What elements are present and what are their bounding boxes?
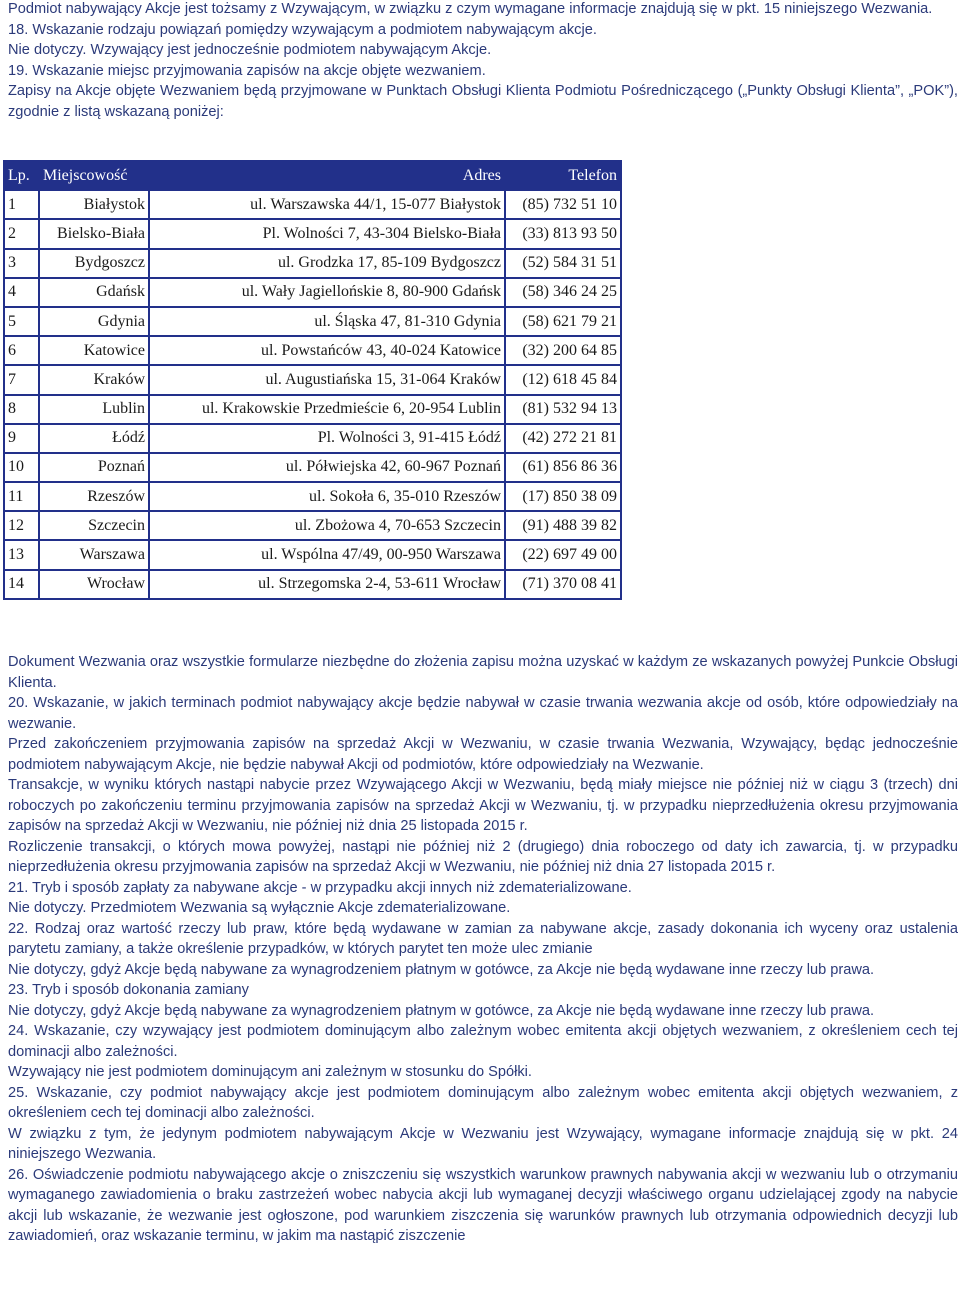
cell-city: Bielsko-Biała (39, 219, 149, 248)
cell-phone: (58) 346 24 25 (505, 278, 621, 307)
cell-lp: 9 (4, 424, 39, 453)
column-header-address: Adres (149, 161, 505, 190)
table-header-row (4, 161, 621, 190)
cell-lp: 11 (4, 482, 39, 511)
table-row (4, 540, 621, 569)
paragraph: Transakcje, w wyniku których nastąpi nabycie przez Wzywającego Akcji w Wezwaniu, będą miały miejsce nie później niż w ciągu 3 (trzech) dni roboczych po zakończeniu terminu przyjmowania zapisów na sprzedaż Akcji w Wezwaniu, tj. w przypadku nieprzedłużenia okresu przyjmowania zapisów na sprzedaż Akcji w Wezwaniu, nie później niż dnia 25 listopada 2015 r. (8, 777, 958, 834)
cell-phone: (58) 621 79 21 (505, 307, 621, 336)
cell-lp: 7 (4, 365, 39, 394)
cell-address: ul. Wały Jagiellońskie 8, 80-900 Gdańsk (149, 278, 505, 307)
cell-address: Pl. Wolności 7, 43-304 Bielsko-Biała (149, 219, 505, 248)
cell-lp: 8 (4, 395, 39, 424)
section-heading-18: 18. Wskazanie rodzaju powiązań pomiędzy wzywającym a podmiotem nabywającym akcje. (8, 21, 597, 38)
table-row (4, 365, 621, 394)
cell-lp: 3 (4, 249, 39, 278)
body-text (8, 652, 958, 1247)
paragraph: Podmiot nabywający Akcje jest tożsamy z Wzywającym, w związku z czym wymagane informacje znajdują się w pkt. 15 niniejszego Wezwania. (8, 1, 933, 17)
cell-address: ul. Strzegomska 2-4, 53-611 Wrocław (149, 570, 505, 599)
cell-lp: 10 (4, 453, 39, 482)
cell-address: ul. Zbożowa 4, 70-653 Szczecin (149, 511, 505, 540)
cell-address: ul. Warszawska 44/1, 15-077 Białystok (149, 190, 505, 219)
cell-city: Łódź (39, 424, 149, 453)
cell-lp: 6 (4, 336, 39, 365)
cell-city: Katowice (39, 336, 149, 365)
section-heading-19: 19. Wskazanie miejsc przyjmowania zapisów na akcje objęte wezwaniem. (8, 62, 486, 79)
table-row (4, 511, 621, 540)
cell-city: Kraków (39, 365, 149, 394)
cell-phone: (22) 697 49 00 (505, 540, 621, 569)
cell-city: Gdynia (39, 307, 149, 336)
table-row (4, 307, 621, 336)
paragraph: Rozliczenie transakcji, o których mowa powyżej, nastąpi nie później niż 2 (drugiego) dnia roboczego od daty ich zawarcia, tj. w przypadku nieprzedłużenia okresu przyjmowania zapisów na sprzedaż Akcji w Wezwaniu, nie później niż dnia 27 listopada 2015 r. (8, 838, 958, 875)
cell-lp: 1 (4, 190, 39, 219)
paragraph: Wzywający nie jest podmiotem dominującym ani zależnym w stosunku do Spółki. (8, 1064, 532, 1080)
cell-phone: (12) 618 45 84 (505, 365, 621, 394)
paragraph: Przed zakończeniem przyjmowania zapisów na sprzedaż Akcji w Wezwaniu, w czasie trwania Wezwania, Wzywający, będąc jednocześnie podmiotem nabywającym Akcje, nie będzie nabywał Akcji od podmiotów, które odpowiedziały na Wezwanie. (8, 736, 958, 773)
cell-lp: 12 (4, 511, 39, 540)
cell-city: Lublin (39, 395, 149, 424)
cell-address: ul. Wspólna 47/49, 00-950 Warszawa (149, 540, 505, 569)
paragraph: Dokument Wezwania oraz wszystkie formularze niezbędne do złożenia zapisu można uzyskać w każdym ze wskazanych powyżej Punkcie Obsługi Klienta. (8, 654, 958, 691)
intro-text (8, 0, 958, 122)
paragraph: Nie dotyczy. Wzywający jest jednocześnie podmiotem nabywającym Akcje. (8, 42, 492, 58)
paragraph: W związku z tym, że jedynym podmiotem nabywającym Akcje w Wezwaniu jest Wzywający, wymagane informacje znajdują się w pkt. 24 niniejszego Wezwania. (8, 1125, 958, 1162)
cell-address: ul. Grodzka 17, 85-109 Bydgoszcz (149, 249, 505, 278)
cell-lp: 4 (4, 278, 39, 307)
table-row (4, 249, 621, 278)
cell-address: ul. Sokoła 6, 35-010 Rzeszów (149, 482, 505, 511)
table-row (4, 336, 621, 365)
table-row (4, 570, 621, 599)
cell-phone: (81) 532 94 13 (505, 395, 621, 424)
table-row (4, 395, 621, 424)
section-heading-20: 20. Wskazanie, w jakich terminach podmiot nabywający akcje będzie nabywał w czasie trwania wezwania akcje od osób, które odpowiedziały na wezwanie. (8, 695, 958, 732)
cell-city: Białystok (39, 190, 149, 219)
cell-phone: (85) 732 51 10 (505, 190, 621, 219)
paragraph: Nie dotyczy, gdyż Akcje będą nabywane za wynagrodzeniem płatnym w gotówce, za Akcje nie będą wydawane inne rzeczy lub prawa. (8, 1002, 875, 1019)
cell-city: Wrocław (39, 570, 149, 599)
cell-address: ul. Półwiejska 42, 60-967 Poznań (149, 453, 505, 482)
paragraph: Nie dotyczy, gdyż Akcje będą nabywane za wynagrodzeniem płatnym w gotówce, za Akcje nie będą wydawane inne rzeczy lub prawa. (8, 961, 875, 978)
cell-phone: (91) 488 39 82 (505, 511, 621, 540)
table-row (4, 453, 621, 482)
section-heading-22: 22. Rodzaj oraz wartość rzeczy lub praw, które będą wydawane w zamian za nabywane akcje, zasady dokonania ich wyceny oraz ustalenia parytetu zamiany, a także określenie przypadków, w których parytet ten może ulec zmianie (8, 920, 958, 957)
pok-locations-table (3, 160, 622, 600)
cell-address: ul. Śląska 47, 81-310 Gdynia (149, 307, 505, 336)
table-row (4, 482, 621, 511)
cell-city: Warszawa (39, 540, 149, 569)
cell-lp: 14 (4, 570, 39, 599)
column-header-lp: Lp. (4, 161, 39, 190)
cell-lp: 5 (4, 307, 39, 336)
cell-phone: (52) 584 31 51 (505, 249, 621, 278)
cell-lp: 2 (4, 219, 39, 248)
section-heading-25: 25. Wskazanie, czy podmiot nabywający akcje jest podmiotem dominującym albo zależnym wobec emitenta akcji objętych wezwaniem, z określeniem cech tej dominacji albo zależności. (8, 1084, 958, 1121)
cell-phone: (71) 370 08 41 (505, 570, 621, 599)
paragraph: Nie dotyczy. Przedmiotem Wezwania są wyłącznie Akcje zdematerializowane. (8, 900, 511, 916)
table-row (4, 190, 621, 219)
cell-city: Poznań (39, 453, 149, 482)
cell-city: Szczecin (39, 511, 149, 540)
section-heading-24: 24. Wskazanie, czy wzywający jest podmiotem dominującym albo zależnym wobec emitenta akcji objętych wezwaniem, z określeniem cech tej dominacji albo zależności. (8, 1023, 958, 1060)
cell-phone: (17) 850 38 09 (505, 482, 621, 511)
cell-address: Pl. Wolności 3, 91-415 Łódź (149, 424, 505, 453)
cell-phone: (61) 856 86 36 (505, 453, 621, 482)
cell-address: ul. Powstańców 43, 40-024 Katowice (149, 336, 505, 365)
cell-address: ul. Augustiańska 15, 31-064 Kraków (149, 365, 505, 394)
table-row (4, 219, 621, 248)
table-row (4, 424, 621, 453)
section-heading-21: 21. Tryb i sposób zapłaty za nabywane akcje - w przypadku akcji innych niż zdematerializowane. (8, 879, 632, 896)
table-row (4, 278, 621, 307)
paragraph: Zapisy na Akcje objęte Wezwaniem będą przyjmowane w Punktach Obsługi Klienta Podmiotu Pośredniczącego („Punkty Obsługi Klienta”, „POK”), zgodnie z listą wskazaną poniżej: (8, 83, 958, 120)
cell-lp: 13 (4, 540, 39, 569)
cell-address: ul. Krakowskie Przedmieście 6, 20-954 Lublin (149, 395, 505, 424)
table-body (4, 190, 621, 599)
cell-city: Gdańsk (39, 278, 149, 307)
column-header-city: Miejscowość (39, 161, 149, 190)
section-heading-23: 23. Tryb i sposób dokonania zamiany (8, 982, 249, 998)
column-header-phone: Telefon (505, 161, 621, 190)
cell-phone: (32) 200 64 85 (505, 336, 621, 365)
cell-city: Bydgoszcz (39, 249, 149, 278)
cell-phone: (33) 813 93 50 (505, 219, 621, 248)
section-heading-26: 26. Oświadczenie podmiotu nabywającego akcje o zniszczeniu się wszystkich warunkow prawnych nabywania akcji w wezwaniu lub o otrzymaniu wymaganego zawiadomienia o braku zastrzeżeń wobec nabycia akcji lub wymaganej decyzji właściwego organu udzielającej zgody na nabycie akcji lub wskazanie, że wezwanie jest ogłoszone, pod warunkiem ziszczenia się warunków prawnych lub otrzymania odpowiednich decyzji lub zawiadomień, oraz wskazanie terminu, w jakim ma nastąpić ziszczenie (8, 1166, 958, 1244)
cell-city: Rzeszów (39, 482, 149, 511)
cell-phone: (42) 272 21 81 (505, 424, 621, 453)
